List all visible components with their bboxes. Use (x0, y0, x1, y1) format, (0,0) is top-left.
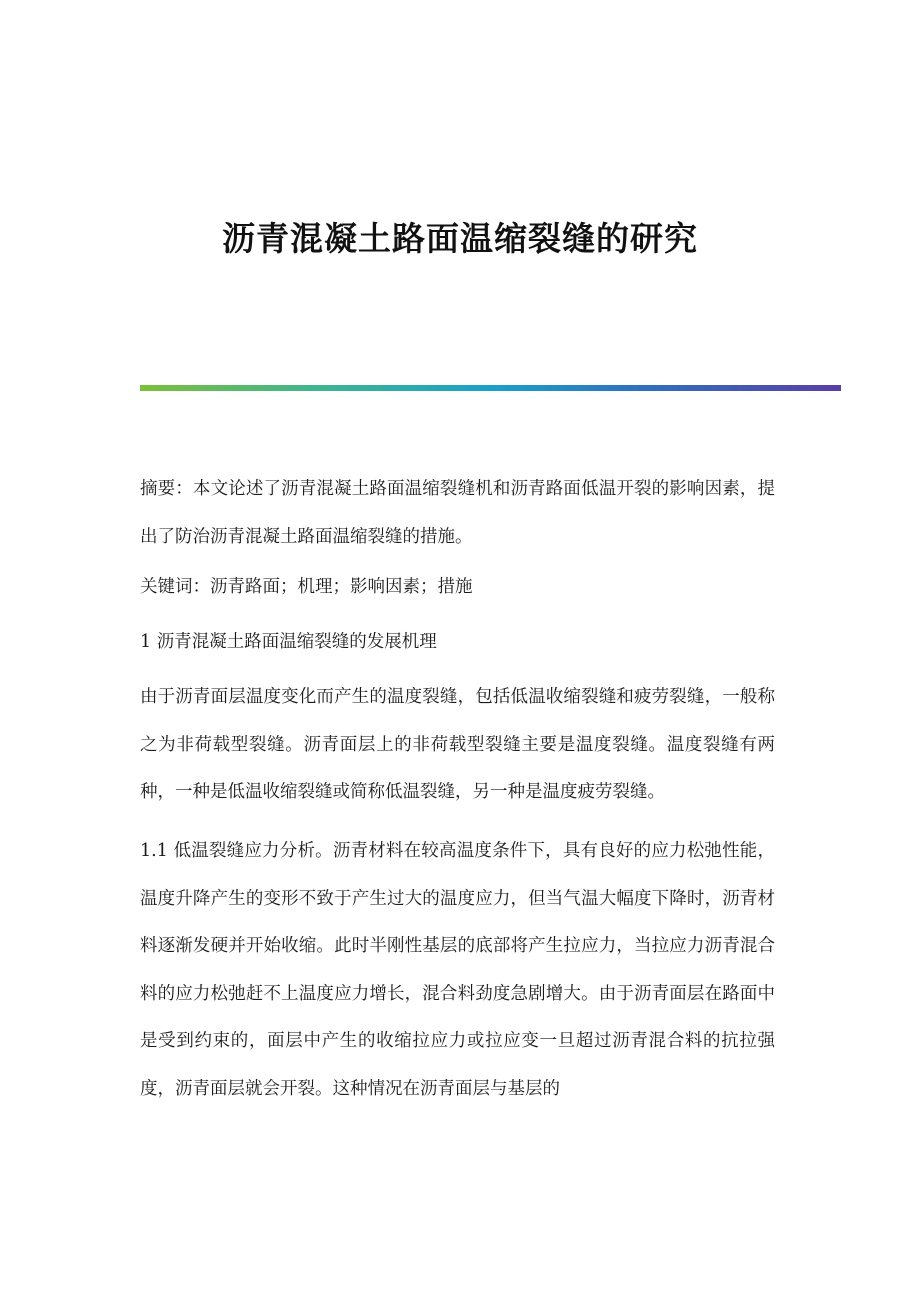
keywords-line: 关键词：沥青路面；机理；影响因素；措施 (140, 577, 473, 597)
section-1-paragraph: 由于沥青面层温度变化而产生的温度裂缝，包括低温收缩裂缝和疲劳裂缝，一般称之为非荷载型裂缝。沥青面层上的非荷载型裂缝主要是温度裂缝。温度裂缝有两种，一种是低温收缩裂缝或简称低温裂缝，另一种是温度疲劳裂缝。 (140, 687, 775, 802)
section-1-1-paragraph: 1.1 低温裂缝应力分析。沥青材料在较高温度条件下，具有良好的应力松弛性能，温度升降产生的变形不致于产生过大的温度应力，但当气温大幅度下降时，沥青材料逐渐发硬并开始收缩。此时半刚性基层的底部将产生拉应力，当拉应力沥青混合料的应力松弛赶不上温度应力增长，混合料劲度急剧增大。由于沥青面层在路面中是受到约束的，面层中产生的收缩拉应力或拉应变一旦超过沥青混合料的抗拉强度，沥青面层就会开裂。这种情况在沥青面层与基层的 (140, 841, 775, 1099)
abstract-paragraph: 摘要：本文论述了沥青混凝土路面温缩裂缝机和沥青路面低温开裂的影响因素，提出了防治沥青混凝土路面温缩裂缝的措施。 (140, 479, 775, 547)
section-1-1-body-block (140, 828, 775, 1113)
section-1-heading: 1 沥青混凝土路面温缩裂缝的发展机理 (140, 632, 437, 652)
document-title: 沥青混凝土路面温缩裂缝的研究 (222, 219, 698, 258)
section-1-heading-block (140, 619, 775, 667)
abstract-block (140, 466, 775, 561)
section-1-body-block (140, 674, 775, 817)
title-divider-gradient (140, 385, 841, 391)
keywords-block (140, 564, 775, 612)
